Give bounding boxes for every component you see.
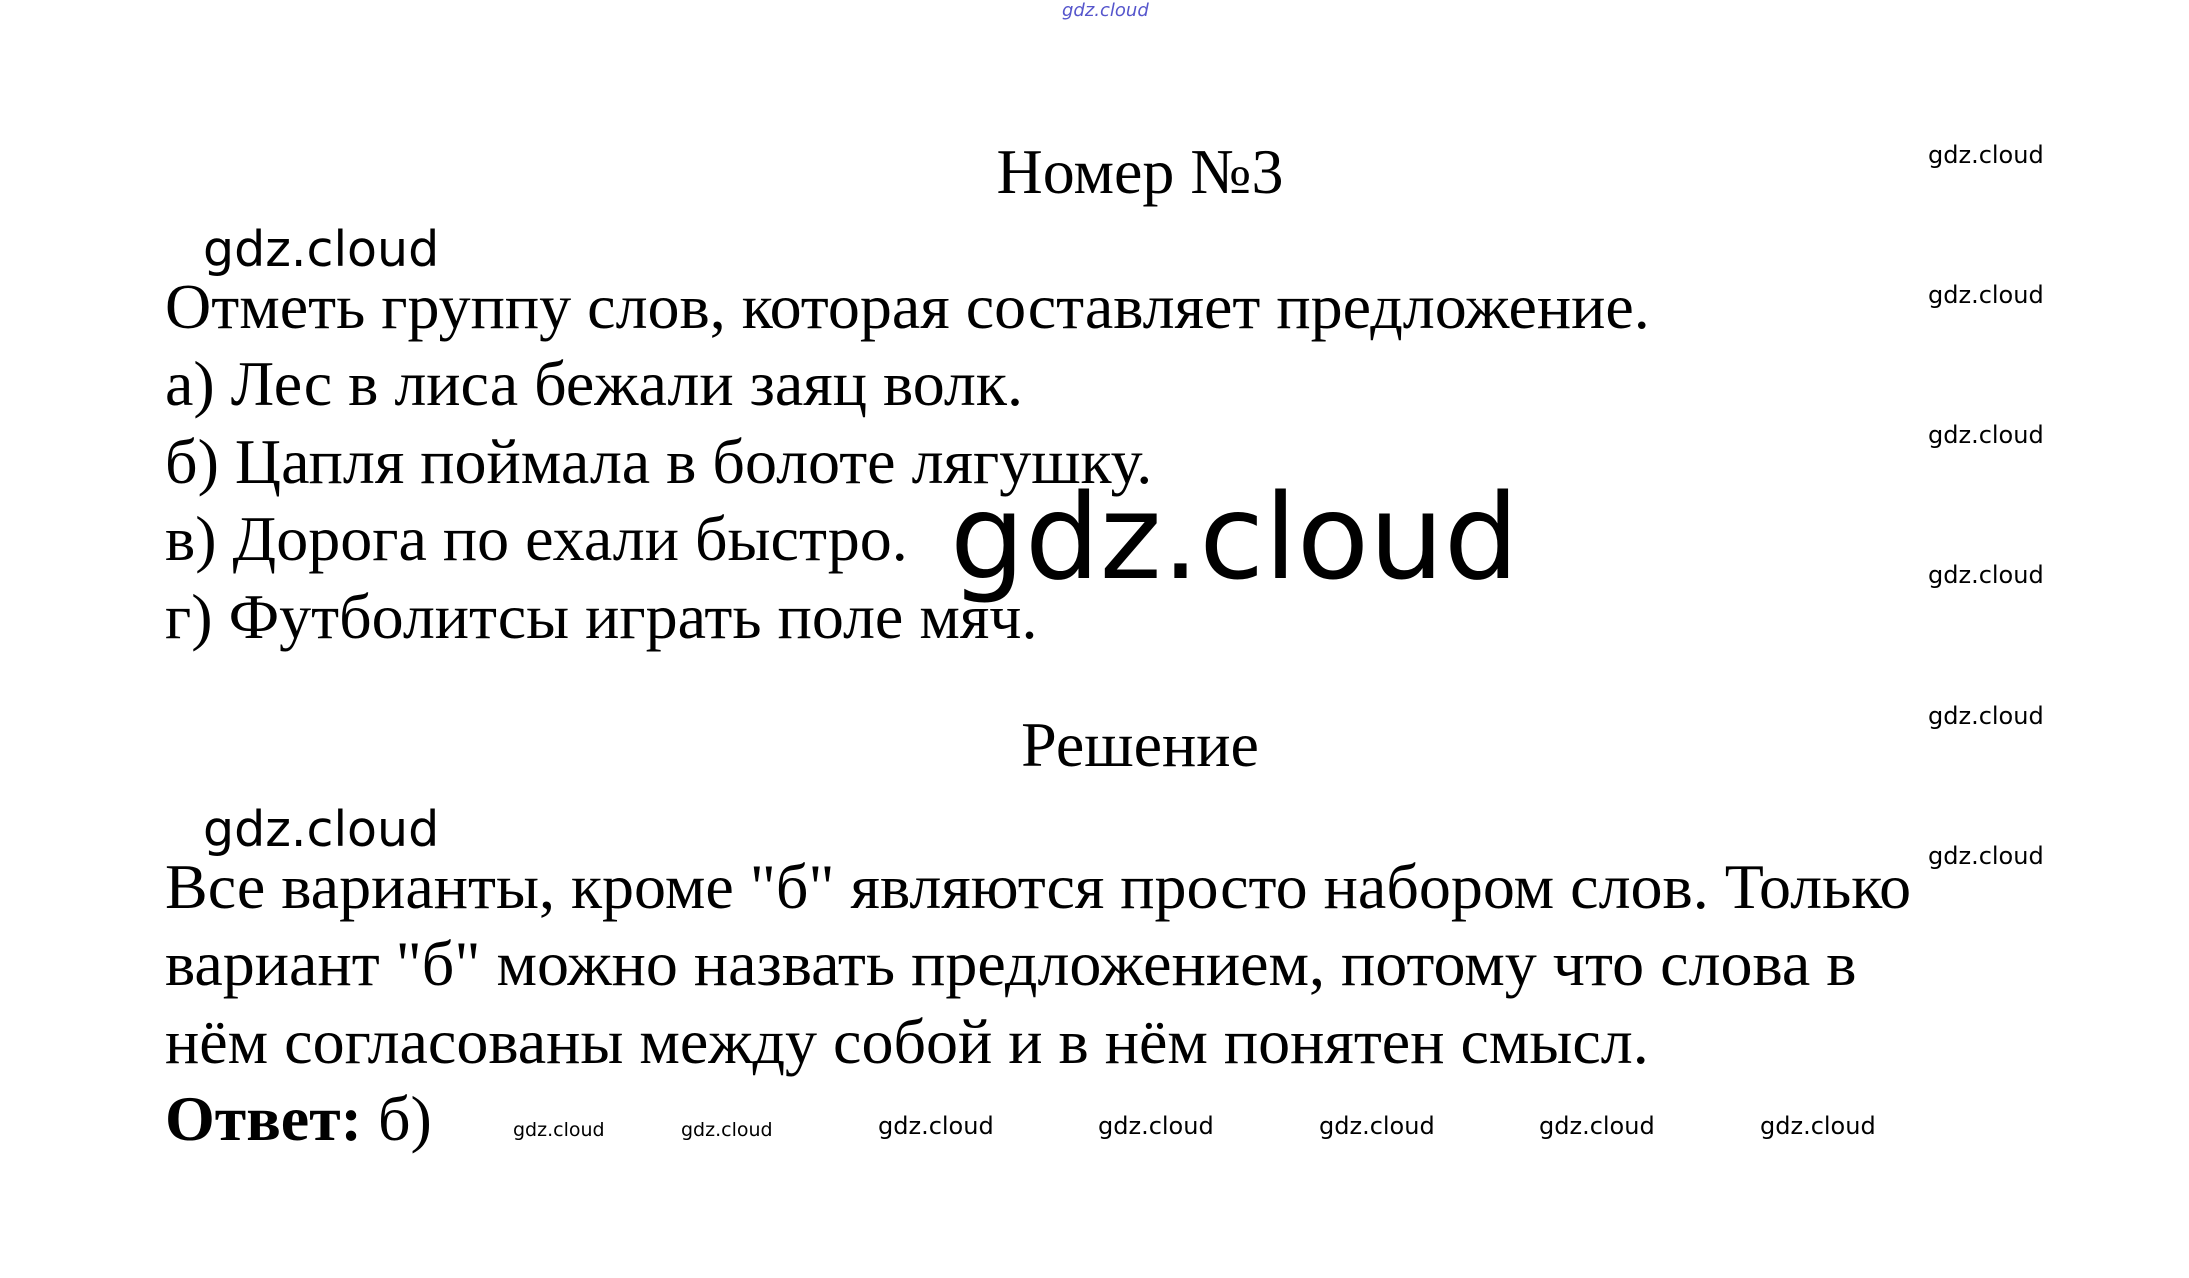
option-d: г) Футболитсы играть поле мяч. [165,581,1038,652]
option-c: в) Дорога по ехали быстро. [165,503,908,574]
watermark-bottom-3: gdz.cloud [878,1112,994,1140]
watermark-question: gdz.cloud [203,221,440,278]
watermark-bottom-4: gdz.cloud [1098,1112,1214,1140]
solution-line-3: нём согласованы между собой и в нём понятен смысл. [165,1006,1649,1077]
watermark-large: gdz.cloud [950,468,1519,606]
watermark-top: gdz.cloud [1062,0,1149,21]
solution-line-1: Все варианты, кроме "б" являются просто набором слов. Только [165,851,1912,922]
task-title: Номер №3 [996,136,1284,207]
watermark-right-4: gdz.cloud [1928,561,2044,589]
watermark-bottom-7: gdz.cloud [1760,1112,1876,1140]
solution-line-2: вариант "б" можно назвать предложением, потому что слова в [165,928,1857,999]
question-text: Отметь группу слов, которая составляет предложение. [165,271,1650,342]
watermark-bottom-5: gdz.cloud [1319,1112,1435,1140]
answer-line [165,1083,432,1154]
option-b: б) Цапля поймала в болоте лягушку. [165,426,1153,497]
answer-value: б) [361,1083,432,1154]
watermark-right-3: gdz.cloud [1928,421,2044,449]
watermark-right-1: gdz.cloud [1928,141,2044,169]
watermark-bottom-1: gdz.cloud [513,1119,605,1141]
watermark-right-6: gdz.cloud [1928,842,2044,870]
solution-heading: Решение [1021,709,1259,780]
watermark-bottom-6: gdz.cloud [1539,1112,1655,1140]
answer-label: Ответ: [165,1083,362,1154]
watermark-bottom-2: gdz.cloud [681,1119,773,1141]
watermark-right-2: gdz.cloud [1928,281,2044,309]
option-a: а) Лес в лиса бежали заяц волк. [165,348,1023,419]
watermark-solution: gdz.cloud [203,801,440,858]
watermark-right-5: gdz.cloud [1928,702,2044,730]
